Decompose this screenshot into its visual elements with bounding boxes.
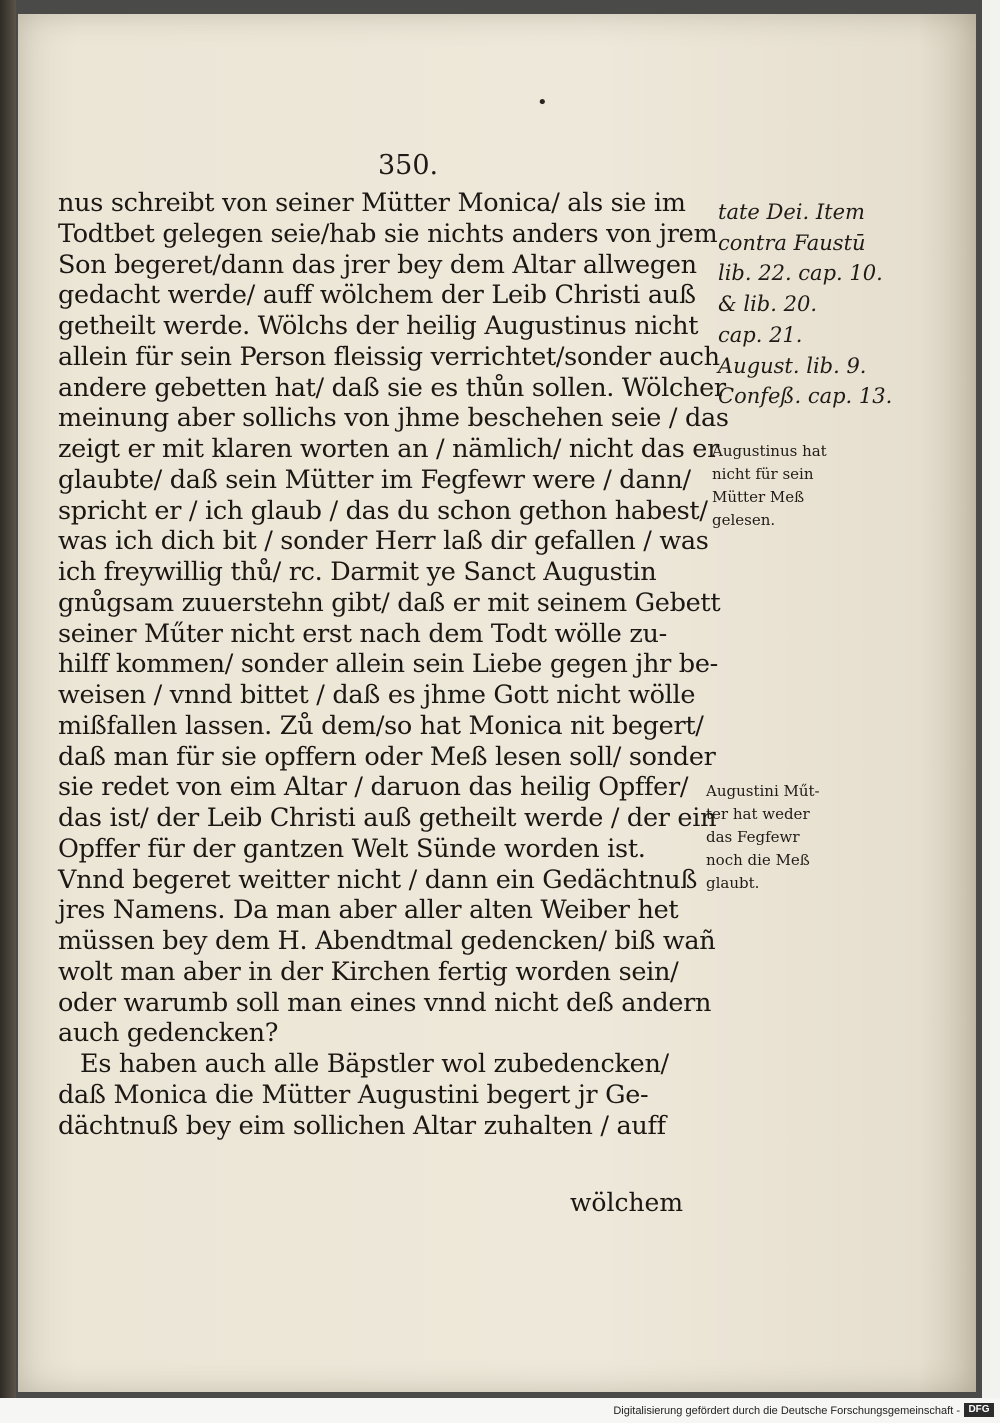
margin-note-line: noch die Meß (706, 851, 810, 869)
dfg-logo: DFG (964, 1403, 994, 1417)
margin-note-line: & lib. 20. (718, 292, 817, 317)
margin-note-line: contra Faustū (718, 230, 866, 255)
text-line: was ich dich bit / sonder Herr laß dir gefallen / was (58, 526, 709, 557)
funding-credit: Digitalisierung gefördert durch die Deutsche Forschungsgemeinschaft - (613, 1405, 960, 1417)
page-number: 350. (378, 150, 439, 181)
margin-note-line: nicht für sein (712, 465, 814, 483)
text-line: meinung aber sollichs von jhme beschehen seie / das (58, 403, 729, 434)
text-line: Son begeret/dann das jrer bey dem Altar allwegen (58, 249, 697, 280)
margin-note-references (718, 197, 892, 412)
margin-note-augustinus-mass (712, 440, 827, 532)
text-line: seiner Műter nicht erst nach dem Todt wölle zu- (58, 618, 667, 649)
text-line: müssen bey dem H. Abendtmal gedencken/ biß wañ (58, 926, 716, 956)
text-line: dächtnuß bey eim sollichen Altar zuhalten / auff (58, 1110, 666, 1141)
text-line: weisen / vnnd bittet / daß es jhme Gott nicht wölle (58, 680, 696, 710)
margin-note-monica-purgatory (706, 780, 820, 895)
text-line: auch gedencken? (58, 1018, 279, 1049)
text-line: Vnnd begeret weitter nicht / dann ein Gedächtnuß (58, 864, 698, 895)
text-line: andere gebetten hat/ daß sie es thůn sollen. Wölcher (58, 372, 726, 403)
text-line: Es haben auch alle Bäpstler wol zubedencken/ (80, 1049, 669, 1079)
margin-note-line: cap. 21. (718, 322, 803, 347)
text-line: nus schreibt von seiner Mütter Monica/ als sie im (58, 188, 686, 218)
margin-note-line: Augustini Műt- (706, 782, 820, 800)
catchword: wölchem (570, 1188, 684, 1217)
margin-note-line: lib. 22. cap. 10. (718, 261, 883, 286)
text-line: daß man für sie opffern oder Meß lesen soll/ sonder (58, 741, 716, 772)
margin-note-line: ter hat weder (706, 805, 810, 823)
text-line: daß Monica die Mütter Augustini begert jr Ge- (58, 1079, 649, 1110)
text-line: das ist/ der Leib Christi auß getheilt werde / der ein (58, 803, 717, 833)
text-line: wolt man aber in der Kirchen fertig worden sein/ (58, 956, 679, 987)
margin-note-line: glaubt. (706, 874, 760, 892)
signature-mark: • (537, 92, 548, 113)
text-line: oder warumb soll man eines vnnd nicht deß andern (58, 987, 712, 1018)
text-line: zeigt er mit klaren worten an / nämlich/ nicht das er (58, 434, 719, 464)
text-line: hilff kommen/ sonder allein sein Liebe gegen jhr be- (58, 649, 718, 680)
margin-note-line: tate Dei. Item (718, 200, 865, 224)
text-line: Opffer für der gantzen Welt Sünde worden ist. (58, 833, 646, 864)
text-line: mißfallen lassen. Zů dem/so hat Monica nit begert/ (58, 710, 704, 741)
margin-note-line: Augustinus hat (712, 442, 827, 460)
text-line: allein für sein Person fleissig verrichtet/sonder auch (58, 341, 720, 372)
text-line: ich freywillig thů/ rc. Darmit ye Sanct Augustin (58, 557, 657, 587)
margin-note-line: gelesen. (712, 511, 776, 529)
text-line: jres Namens. Da man aber aller alten Weiber het (58, 895, 679, 926)
text-line: getheilt werde. Wölchs der heilig Augustinus nicht (58, 311, 699, 341)
text-line: spricht er / ich glaub / das du schon gethon habest/ (58, 495, 708, 526)
margin-note-line: Mütter Meß (712, 488, 805, 506)
text-line: glaubte/ daß sein Mütter im Fegfewr were / dann/ (58, 464, 691, 495)
margin-note-line: Confeß. cap. 13. (718, 384, 893, 409)
text-line: gnůgsam zuuerstehn gibt/ daß er mit seinem Gebett (58, 587, 721, 618)
body-text (58, 188, 729, 1141)
book-spine (0, 0, 16, 1398)
text-line: Todtbet gelegen seie/hab sie nichts anders von jrem (58, 218, 718, 249)
margin-note-line: das Fegfewr (706, 828, 800, 846)
margin-note-line: August. lib. 9. (718, 353, 867, 378)
text-line: gedacht werde/ auff wölchem der Leib Christi auß (58, 280, 696, 311)
text-line: sie redet von eim Altar / daruon das heilig Opffer/ (58, 772, 689, 803)
